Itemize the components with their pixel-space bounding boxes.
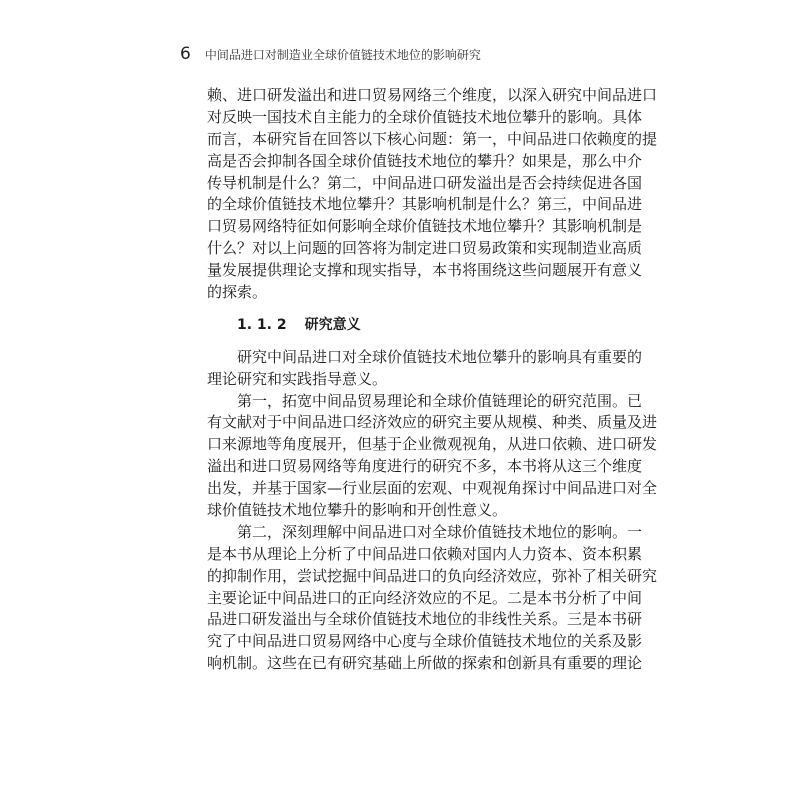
paragraph xyxy=(207,391,658,522)
text-line: 响机制。这些在已有研究基础上所做的探索和创新具有重要的理论 xyxy=(207,654,643,673)
paragraph-continued xyxy=(207,85,658,304)
text-line: 的抑制作用，尝试挖掘中间品进口的负向经济效应，弥补了相关研究 xyxy=(207,566,658,585)
paragraph xyxy=(207,522,658,675)
text-line: 理论研究和实践指导意义。 xyxy=(207,369,388,388)
section-heading xyxy=(207,315,597,337)
text-line: 而言，本研究旨在回答以下核心问题：第一，中间品进口依赖度的提 xyxy=(207,129,658,148)
text-line: 的全球价值链技术地位攀升？其影响机制是什么？第三，中间品进 xyxy=(207,195,643,214)
running-title: 中间品进口对制造业全球价值链技术地位的影响研究 xyxy=(204,48,481,62)
body-text xyxy=(207,85,658,675)
text-line: 传导机制是什么？第二，中间品进口研发溢出是否会持续促进各国 xyxy=(207,173,643,192)
text-line: 溢出和进口贸易网络等角度进行的研究不多，本书将从这三个维度 xyxy=(207,457,643,476)
section-title: 研究意义 xyxy=(304,316,361,333)
text-line: 第一，拓宽中间品贸易理论和全球价值链理论的研究范围。已 xyxy=(237,391,643,410)
text-line: 口贸易网络特征如何影响全球价值链技术地位攀升？其影响机制是 xyxy=(207,217,643,236)
text-line: 球价值链技术地位攀升的影响和开创性意义。 xyxy=(207,501,508,520)
text-line: 有文献对于中间品进口经济效应的研究主要从规模、种类、质量及进 xyxy=(207,413,658,432)
text-line: 第二，深刻理解中间品进口对全球价值链技术地位的影响。一 xyxy=(237,522,643,541)
text-line: 量发展提供理论支撑和现实指导，本书将围绕这些问题展开有意义 xyxy=(207,261,643,280)
paragraph xyxy=(207,347,643,391)
text-line: 高是否会抑制各国全球价值链技术地位的攀升？如果是，那么中介 xyxy=(207,151,643,170)
text-line: 是本书从理论上分析了中间品进口依赖对国内人力资本、资本积累 xyxy=(207,544,643,563)
section-number: 1. 1. 2 xyxy=(237,316,287,333)
text-line: 赖、进口研发溢出和进口贸易网络三个维度，以深入研究中间品进口 xyxy=(207,86,658,104)
page-header xyxy=(180,44,481,64)
text-line: 究了中间品进口贸易网络中心度与全球价值链技术地位的关系及影 xyxy=(207,632,643,651)
text-line: 什么？对以上问题的回答将为制定进口贸易政策和实现制造业高质 xyxy=(207,239,643,258)
text-line: 对反映一国技术自主能力的全球价值链技术地位攀升的影响。具体 xyxy=(207,107,643,126)
text-line: 主要论证中间品进口的正向经济效应的不足。二是本书分析了中间 xyxy=(207,588,643,607)
text-line: 品进口研发溢出与全球价值链技术地位的非线性关系。三是本书研 xyxy=(207,610,643,629)
text-line: 的探索。 xyxy=(207,283,268,302)
text-line: 出发，并基于国家—行业层面的宏观、中观视角探讨中间品进口对全 xyxy=(207,479,658,498)
text-line: 口来源地等角度展开，但基于企业微观视角，从进口依赖、进口研发 xyxy=(207,435,658,454)
page-number: 6 xyxy=(180,44,191,64)
text-line: 研究中间品进口对全球价值链技术地位攀升的影响具有重要的 xyxy=(237,347,643,366)
